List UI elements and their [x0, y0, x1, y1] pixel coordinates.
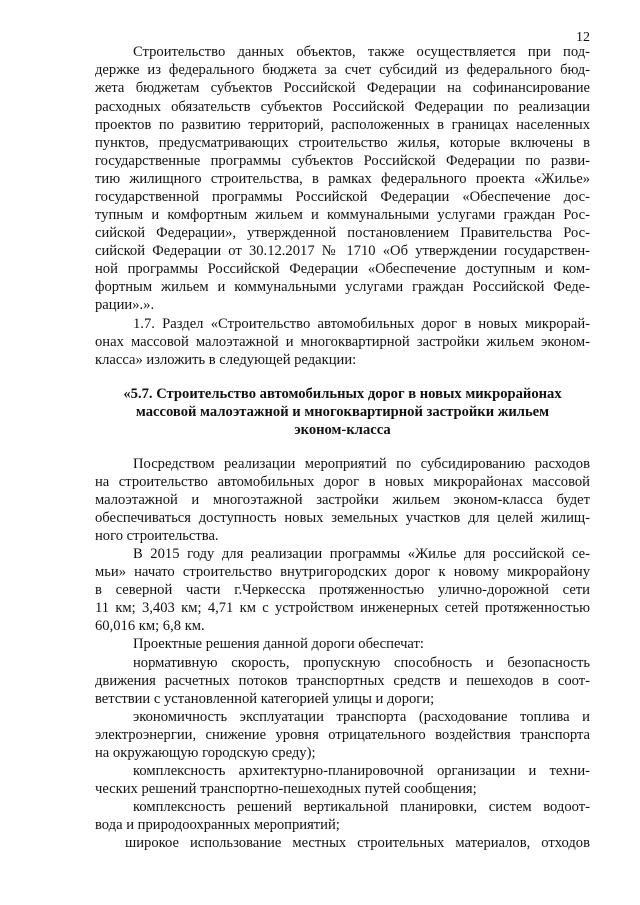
body-paragraph-line: нормативную скорость, пропускную способность и безопасность [133, 655, 590, 671]
paragraph-1-line: сийской Федерации от 30.12.2017 № 1710 «Об утверждении государствен- [95, 243, 590, 259]
paragraph-1-line: рации».». [95, 297, 155, 313]
paragraph-2-line: класса» изложить в следующей редакции: [95, 352, 357, 368]
paragraph-1-line: расходных обязательств субъектов Российской Федерации по реализации [95, 99, 590, 115]
body-paragraph-line: 60,016 км; 6,8 км. [95, 618, 205, 634]
section-heading-line: массовой малоэтажной и многоквартирной застройки жильем [135, 404, 550, 420]
paragraph-1-line: фортным жильем и коммунальными услугами граждан Российской Феде- [95, 279, 590, 295]
section-heading-line: «5.7. Строительство автомобильных дорог в новых микрорайонах [123, 386, 562, 402]
paragraph-1-line: пунктов, предусматривающих строительство жилья, которые включены в [95, 135, 590, 151]
body-paragraph-line: на окружающую городскую среду); [95, 745, 316, 761]
body-paragraph-line: экономичность эксплуатации транспорта (расходование топлива и [133, 709, 590, 725]
body-paragraph-line: В 2015 году для реализации программы «Жилье для российской се- [133, 546, 590, 562]
body-paragraph-line: Проектные решения данной дороги обеспечат: [133, 636, 424, 652]
body-paragraph-line: мьи» начато строительство внутригородских дорог к новому микрорайону [95, 564, 590, 580]
paragraph-2-line: 1.7. Раздел «Строительство автомобильных дорог в новых микрорай- [133, 316, 590, 332]
body-paragraph-line: в северной части г.Черкесска протяженностью улично-дорожной сети [95, 582, 590, 598]
paragraph-1-line: держке из федерального бюджета за счет субсидий из федерального бюд- [95, 62, 590, 78]
paragraph-1-line: ной программы Российской Федерации «Обеспечение доступным и ком- [95, 261, 590, 277]
paragraph-1-line: проектов по развитию территорий, расположенных в границах населенных [95, 117, 590, 133]
body-paragraph-line: ного строительства. [95, 528, 219, 544]
paragraph-1-line: тию жилищного строительства, в рамках федерального проекта «Жилье» [95, 171, 590, 187]
body-paragraph-line: вода и природоохранных мероприятий; [95, 817, 340, 833]
body-paragraph-line: движения расчетных потоков транспортных средств и пешеходов в соот- [95, 673, 590, 689]
body-paragraph-line: ветствии с установленной категорией улицы и дороги; [95, 691, 435, 707]
paragraph-1-line: Строительство данных объектов, также осуществляется при под- [133, 44, 590, 60]
body-paragraph-line: электроэнергии, снижение уровня отрицательного воздействия транспорта [95, 727, 590, 743]
body-paragraph-line: обеспечиваться доступность новых земельных участков для целей жилищ- [95, 510, 590, 526]
body-paragraph-line: комплексность архитектурно-планировочной организации и техни- [133, 763, 590, 779]
body-paragraph-line: комплексность решений вертикальной планировки, систем водоот- [133, 799, 590, 815]
paragraph-2-line: онах массовой малоэтажной и многоквартирной застройки жильем эконом- [95, 334, 590, 350]
paragraph-1-line: сийской Федерации», утвержденной постановлением Правительства Рос- [95, 225, 590, 241]
body-paragraph-line: малоэтажной и многоэтажной застройки жильем эконом-класса будет [95, 492, 590, 508]
page-number: 12 [576, 30, 590, 45]
paragraph-1-line: тупным и комфортным жильем и коммунальными услугами граждан Рос- [95, 207, 590, 223]
body-paragraph-line: Посредством реализации мероприятий по субсидированию расходов [133, 456, 590, 472]
paragraph-1-line: государственные программы субъектов Российской Федерации по разви- [95, 153, 590, 169]
body-paragraph-line: широкое использование местных строительных материалов, отходов [125, 835, 590, 851]
paragraph-1-line: государственной программы Российской Федерации «Обеспечение дос- [95, 189, 590, 205]
paragraph-1-line: жета бюджетам субъектов Российской Федерации на софинансирование [95, 80, 590, 96]
section-heading-line: эконом-класса [294, 422, 391, 438]
body-paragraph-line: 11 км; 3,403 км; 4,71 км с устройством инженерных сетей протяженностью [95, 600, 590, 616]
body-paragraph-line: ческих решений транспортно-пешеходных путей сообщения; [95, 781, 477, 797]
body-paragraph-line: на строительство автомобильных дорог в новых микрорайонах массовой [95, 474, 590, 490]
